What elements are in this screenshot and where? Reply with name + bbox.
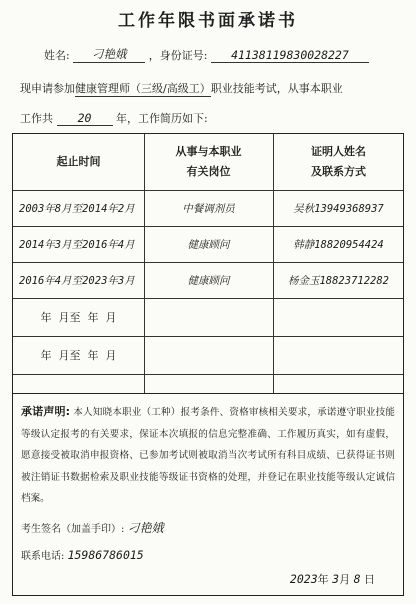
row-3-witness: 杨金玉18823712282 [287, 274, 390, 287]
row-3-position: 健康顾问 [187, 274, 230, 287]
signature-line [21, 519, 164, 536]
pledge-heading: 承诺声明: [21, 405, 71, 418]
row-1-time: 2003年8月至2014年2月 [19, 202, 135, 215]
work-history-table [12, 133, 404, 394]
row-2-time: 2014年3月至2016年4月 [19, 238, 135, 251]
row-1-position: 中餐调剂员 [182, 202, 235, 215]
years-value: 20 [57, 111, 113, 126]
date-year: 2023 [289, 572, 318, 586]
exam-prefix: 现申请参加 [20, 82, 75, 95]
date-month: 3 [332, 572, 340, 586]
years-line [20, 110, 208, 126]
row-5-witness [273, 336, 404, 374]
id-label: ，身份证号: [148, 49, 208, 62]
exam-line [20, 80, 343, 97]
date-year-suffix: 年 [317, 573, 329, 586]
sign-value: 刁艳娥 [127, 521, 164, 535]
date-day: 8 [353, 572, 361, 586]
date-day-suffix: 日 [364, 573, 375, 586]
identity-line [44, 46, 369, 63]
row-5-position [144, 336, 273, 374]
name-label: 姓名: [44, 49, 70, 62]
row-5-time: 年 月至 年 月 [40, 349, 117, 362]
row-2-witness: 韩静18820954424 [293, 238, 384, 251]
header-witness: 证明人姓名 及联系方式 [311, 145, 366, 178]
row-3-time: 2016年4月至2023年3月 [19, 274, 135, 287]
row-4-witness [273, 298, 404, 336]
header-position: 从事与本职业 有关岗位 [175, 145, 242, 178]
row-1-witness: 吴秋13949368937 [293, 202, 384, 215]
document-title: 工作年限书面承诺书 [118, 11, 298, 31]
name-value: 刁艳娥 [73, 46, 145, 63]
pledge-section [12, 394, 404, 596]
exam-suffix: 职业技能考试，从事本职业 [210, 82, 343, 95]
date-line [290, 571, 375, 587]
sign-label: 考生签名（加盖手印）: [21, 524, 125, 535]
years-suffix: 年，工作简历如下: [116, 112, 208, 125]
phone-line [21, 547, 144, 562]
phone-label: 联系电话: [21, 551, 65, 562]
phone-value: 15986786015 [67, 548, 144, 562]
date-month-suffix: 月 [339, 573, 351, 586]
pledge-text [21, 401, 395, 510]
row-2-position: 健康顾问 [187, 238, 230, 251]
header-start-time: 起止时间 [56, 155, 101, 168]
row-4-position [144, 298, 273, 336]
row-4-time: 年 月至 年 月 [40, 311, 117, 324]
pledge-body: 本人知晓本职业（工种）报考条件、资格审核相关要求，承诺遵守职业技能等级认定报考的有关要求，保证本次填报的信息完整准确、工作履历真实，如有虚假，愿意接受被取消申报资格、已参加考试则被取消当次考试所有科目成绩、已获得证书则被注销证书数据检索及职业技能等级证书资格的处理，并登记在职业技能等级认定诚信档案。 [21, 407, 395, 504]
exam-name: 健康管理师（三级/高级工） [75, 82, 211, 95]
id-number-value: 41138119830028227 [211, 48, 369, 63]
years-prefix: 工作共 [20, 112, 53, 125]
